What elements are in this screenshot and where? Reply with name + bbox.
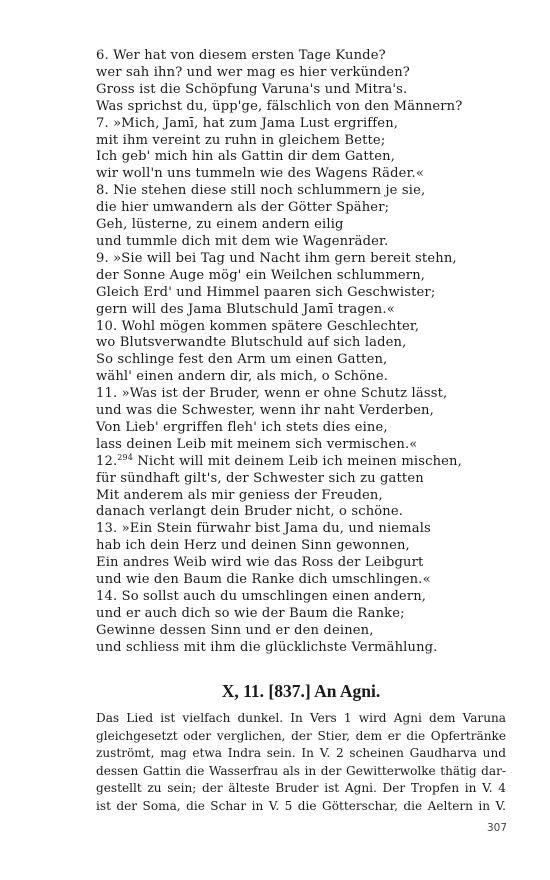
verse-text: Gewinne dessen Sinn und er den deinen, — [96, 622, 374, 638]
prose-paragraph — [96, 710, 506, 816]
prose-line: ist der Soma, die Schar in V. 5 die Götterschar, die Aeltern in V. — [96, 798, 506, 813]
verse-line — [96, 302, 516, 319]
verse-text: Ein andres Weib wird wie das Ross der Leibgurt — [96, 555, 424, 571]
verse-line — [96, 504, 516, 521]
verse-text: und er auch dich so wie der Baum die Ranke; — [96, 605, 405, 621]
verse-line — [96, 623, 516, 640]
verse-line — [96, 454, 516, 471]
verse-text: Ich geb' mich hin als Gattin dir dem Gatten, — [96, 149, 396, 165]
verse-line — [96, 640, 516, 657]
verse-text: wir woll'n uns tummeln wie des Wagens Räder.« — [96, 166, 425, 182]
verse-line — [96, 82, 516, 99]
verse-text: hab ich dein Herz und deinen Sinn gewonnen, — [96, 538, 410, 554]
verse-line — [96, 589, 516, 606]
verse-text: wähl' einen andern dir, als mich, o Schöne. — [96, 369, 389, 385]
verse-text: gern will des Jama Blutschuld Jamī tragen.« — [96, 301, 395, 317]
verse-line — [96, 420, 516, 437]
verse-line — [96, 369, 516, 386]
verse-line — [96, 234, 516, 251]
verse-line — [96, 521, 516, 538]
verse-text: So schlinge fest den Arm um einen Gatten, — [96, 352, 388, 368]
prose-line: dessen Gattin die Wasserfrau als in der Gewitterwolke thätig dar- — [96, 763, 506, 778]
verse-text: Von Lieb' ergriffen fleh' ich stets dies eine, — [96, 419, 388, 435]
verse-text: wer sah ihn? und wer mag es hier verkünden? — [96, 64, 410, 80]
verse-text: mit ihm vereint zu ruhn in gleichem Bette; — [96, 132, 386, 148]
verse-text: 10. Wohl mögen kommen spätere Geschlechter, — [96, 318, 420, 334]
verse-line — [96, 538, 516, 555]
verse-line — [96, 149, 516, 166]
verse-line — [96, 386, 516, 403]
verse-text: Geh, lüsterne, zu einem andern eilig — [96, 217, 344, 233]
verse-text: 6. Wer hat von diesem ersten Tage Kunde? — [96, 48, 386, 63]
verse-line — [96, 335, 516, 352]
verse-text: 11. »Was ist der Bruder, wenn er ohne Schutz lässt, — [96, 386, 448, 402]
verse-text: für sündhaft gilt's, der Schwester sich zu gatten — [96, 470, 424, 486]
verse-text: und tummle dich mit dem wie Wagenräder. — [96, 233, 389, 249]
footnote-marker: 294 — [117, 452, 134, 462]
verse-text: Gleich Erd' und Himmel paaren sich Geschwister; — [96, 284, 436, 300]
verse-line — [96, 437, 516, 454]
verse-line — [96, 572, 516, 589]
verse-line — [96, 471, 516, 488]
verse-line — [96, 183, 516, 200]
verse-text: lass deinen Leib mit meinem sich vermischen.« — [96, 436, 418, 452]
verse-text: 14. So sollst auch du umschlingen einen andern, — [96, 589, 427, 604]
verse-text: Gross ist die Schöpfung Varuna's und Mitra's. — [96, 81, 408, 97]
verse-text: die hier umwandern als der Götter Späher; — [96, 200, 390, 216]
verse-line — [96, 251, 516, 268]
verse-line — [96, 488, 516, 505]
verse-text: 7. »Mich, Jamī, hat zum Jama Lust ergriffen, — [96, 115, 399, 131]
section-heading: X, 11. [837.] An Agni. — [221, 681, 381, 701]
verse-line — [96, 200, 516, 217]
prose-line: Das Lied ist vielfach dunkel. In Vers 1 wird Agni dem Varuna — [96, 711, 506, 725]
verse-text: und wie den Baum die Ranke dich umschlingen.« — [96, 572, 431, 588]
verse-line — [96, 116, 516, 133]
verse-text: 13. »Ein Stein fürwahr bist Jama du, und niemals — [96, 521, 431, 537]
verse-text: 9. »Sie will bei Tag und Nacht ihm gern bereit stehn, — [96, 250, 457, 266]
verse-text: und was die Schwester, wenn ihr naht Verderben, — [96, 403, 434, 419]
verse-line — [96, 268, 516, 285]
verse-line — [96, 65, 516, 82]
verse-text: Mit anderem als mir geniess der Freuden, — [96, 487, 383, 503]
verse-text: Was sprichst du, üpp'ge, fälschlich von den Männern? — [96, 98, 463, 114]
prose-line: gleichgesetzt oder verglichen, der Stier, dem er die Opfertränke — [96, 728, 506, 743]
verse-text: Nicht will mit deinem Leib ich meinen mischen, — [133, 453, 462, 469]
prose-line: gestellt zu sein; der älteste Bruder ist Agni. Der Tropfen in V. 4 — [96, 781, 506, 796]
prose-line: zuströmt, mag etwa Indra sein. In V. 2 scheinen Gaudharva und — [96, 746, 506, 761]
verse-line — [96, 606, 516, 623]
verse-block — [96, 48, 516, 657]
verse-line — [96, 403, 516, 420]
verse-line — [96, 285, 516, 302]
verse-text: 12. — [96, 453, 118, 469]
verse-line — [96, 99, 516, 116]
verse-line — [96, 133, 516, 150]
verse-text: danach verlangt dein Bruder nicht, o schöne. — [96, 504, 404, 520]
page-number: 307 — [486, 822, 507, 834]
verse-text: 8. Nie stehen diese still noch schlummern je sie, — [96, 183, 426, 199]
verse-line — [96, 352, 516, 369]
verse-line — [96, 555, 516, 572]
verse-line — [96, 48, 516, 65]
verse-line — [96, 217, 516, 234]
verse-line — [96, 166, 516, 183]
verse-line — [96, 319, 516, 336]
verse-text: wo Blutsverwandte Blutschuld auf sich laden, — [96, 335, 407, 351]
verse-text: und schliess mit ihm die glücklichste Vermählung. — [96, 639, 438, 655]
verse-text: der Sonne Auge mög' ein Weilchen schlummern, — [96, 267, 426, 283]
